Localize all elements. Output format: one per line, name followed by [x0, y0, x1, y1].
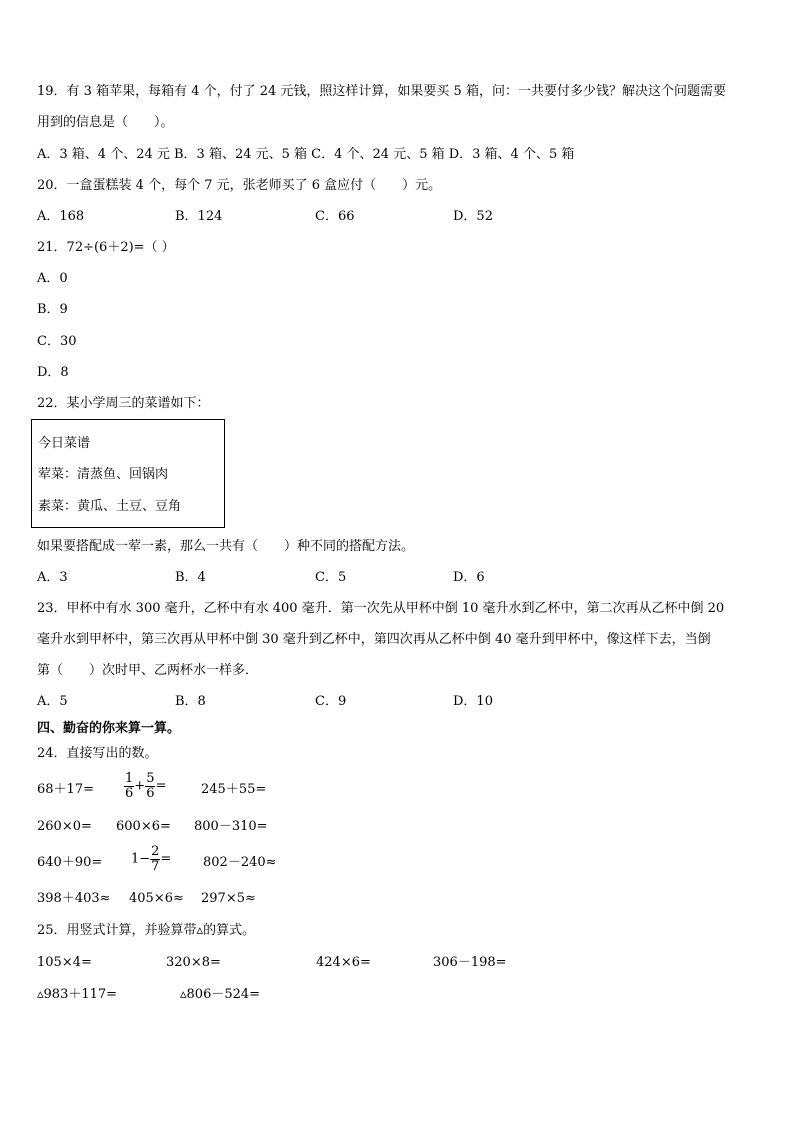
q21-option-a: A．0 [37, 271, 68, 286]
q24-r3-a: 640＋90= [37, 855, 103, 870]
q23-stem-line3: 第（ ）次时甲、乙两杯水一样多． [37, 663, 259, 678]
q22-option-b: B．4 [175, 570, 206, 585]
q22-option-d: D．6 [453, 570, 485, 585]
q24-r1-a: 68＋17= [37, 782, 94, 797]
q24-r4-a: 398＋403≈ [37, 891, 111, 906]
q21-option-d: D．8 [37, 365, 69, 380]
q25-calc-1: 105×4= [37, 955, 92, 970]
q25-calc-4: 306－198= [433, 955, 507, 970]
q19-stem-line1: 19．有 3 箱苹果，每箱有 4 个，付了 24 元钱，照这样计算，如果要买 5 箱，问：一共要付多少钱？解决这个问题需要 [37, 84, 726, 99]
q24-r4-c: 297×5≈ [201, 891, 256, 906]
q24-r3-b: 1− $\frac{2}{7}$ = [131, 844, 172, 874]
q20-option-c: C．66 [315, 209, 355, 224]
q22-option-a: A．3 [37, 570, 68, 585]
q25-calc-3: 424×6= [316, 955, 371, 970]
q21-stem: 21．72÷(6＋2)=（ ） [37, 240, 175, 255]
q20-option-b: B．124 [175, 209, 223, 224]
q20-stem: 20．一盒蛋糕装 4 个，每个 7 元，张老师买了 6 盒应付（ ）元。 [37, 178, 442, 193]
q20-option-a: A．168 [37, 209, 85, 224]
q22-question: 如果要搭配成一荤一素，那么一共有（ ）种不同的搭配方法。 [37, 539, 415, 554]
q24-stem: 24．直接写出的数。 [37, 746, 158, 761]
section-4-heading: 四、勤奋的你来算一算。 [37, 721, 181, 736]
q24-r3-c: 802－240≈ [203, 855, 277, 870]
q23-stem-line2: 毫升水到甲杯中，第三次再从甲杯中倒 30 毫升到乙杯中，第四次再从乙杯中倒 40 毫升到甲杯中，像这样下去，当倒 [37, 632, 711, 647]
q25-calc-2: 320×8= [166, 955, 221, 970]
q23-option-b: B．8 [175, 694, 206, 709]
q25-calc-5: ▵983＋117= [37, 987, 118, 1002]
q19-options: A．3 箱、4 个、24 元 B．3 箱、24 元、5 箱 C．4 个、24 元、5 箱 D．3 箱、4 个、5 箱 [37, 147, 575, 162]
menu-box [31, 419, 225, 528]
q25-calc-6: ▵806－524= [180, 987, 261, 1002]
q24-r2-b: 600×6= [116, 819, 171, 834]
q25-stem: 25．用竖式计算，并验算带▵的算式。 [37, 923, 256, 938]
q22-option-c: C．5 [315, 570, 347, 585]
q24-r4-b: 405×6≈ [129, 891, 184, 906]
q24-r1-b: $\frac{1}{6}$ + $\frac{5}{6}$ = [125, 771, 167, 801]
q24-r2-c: 800－310= [194, 819, 268, 834]
q21-option-b: B．9 [37, 302, 68, 317]
q22-stem: 22．某小学周三的菜谱如下： [37, 396, 210, 411]
menu-meat: 荤菜：清蒸鱼、回锅肉 [38, 467, 169, 482]
q19-stem-line2: 用到的信息是（ ）。 [37, 115, 174, 130]
q20-option-d: D．52 [453, 209, 493, 224]
q21-option-c: C．30 [37, 334, 77, 349]
menu-veg: 素菜：黄瓜、土豆、豆角 [38, 499, 182, 514]
q24-r2-a: 260×0= [37, 819, 92, 834]
menu-title: 今日菜谱 [38, 436, 91, 451]
q23-option-a: A．5 [37, 694, 68, 709]
q23-option-d: D．10 [453, 694, 493, 709]
q24-r1-c: 245＋55= [201, 782, 267, 797]
q23-option-c: C．9 [315, 694, 347, 709]
q23-stem-line1: 23．甲杯中有水 300 毫升，乙杯中有水 400 毫升．第一次先从甲杯中倒 10 毫升水到乙杯中，第二次再从乙杯中倒 20 [37, 601, 725, 616]
